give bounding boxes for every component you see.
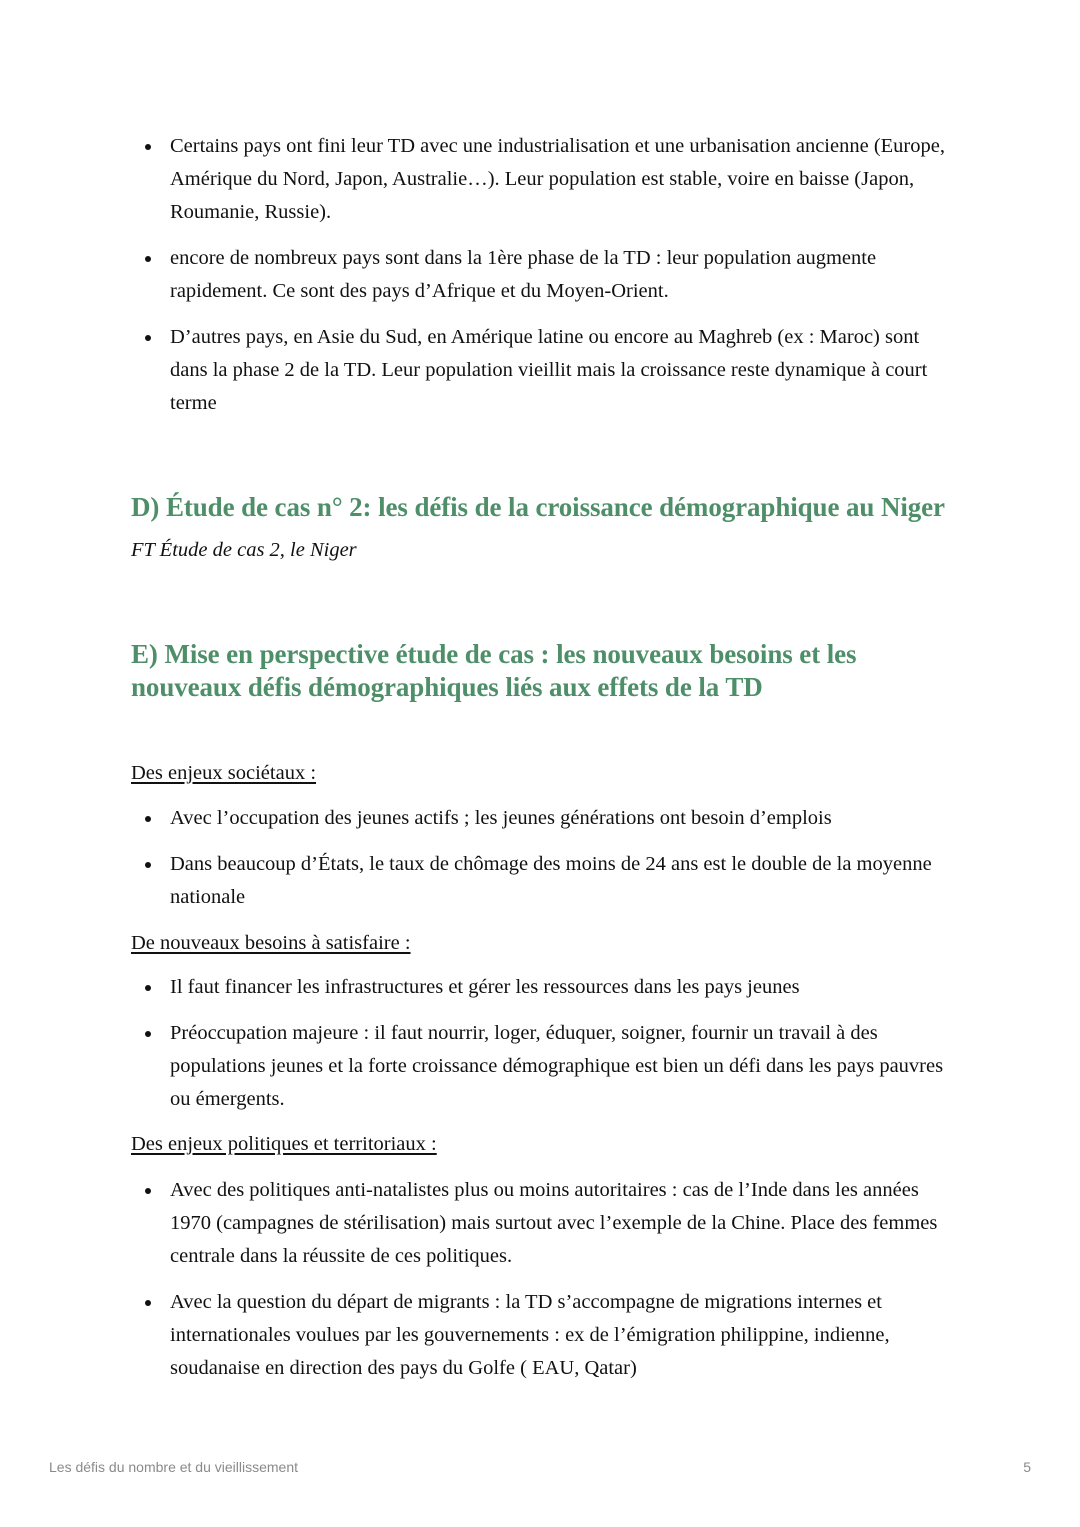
list-item: Avec la question du départ de migrants : la TD s’accompagne de migrations internes et internationales voulues par les gouvernements : ex de l’émigration philippine, indienne, soudanaise en direction des pays du Golfe ( EAU, Qatar) (131, 1286, 961, 1385)
list-item: Dans beaucoup d’États, le taux de chômage des moins de 24 ans est le double de la moyenne nationale (131, 848, 961, 914)
group-heading-political: Des enjeux politiques et territoriaux : (131, 1133, 437, 1155)
intro-bullet-list (131, 130, 961, 433)
needs-bullet-list (131, 971, 961, 1129)
footer-page-number: 5 (1023, 1459, 1031, 1475)
list-item: Certains pays ont fini leur TD avec une industrialisation et une urbanisation ancienne (Europe, Amérique du Nord, Japon, Australie…). Leur population est stable, voire en baisse (Japon, Roumanie, Russie). (131, 130, 961, 229)
section-d-subtitle: FT Étude de cas 2, le Niger (131, 539, 357, 561)
societal-bullet-list (131, 802, 961, 927)
group-heading-societal: Des enjeux sociétaux : (131, 762, 317, 784)
list-item: Avec l’occupation des jeunes actifs ; les jeunes générations ont besoin d’emplois (131, 802, 961, 835)
list-item: encore de nombreux pays sont dans la 1ère phase de la TD : leur population augmente rapidement. Ce sont des pays d’Afrique et du Moyen-Orient. (131, 242, 961, 308)
section-e-title: E) Mise en perspective étude de cas : les nouveaux besoins et les nouveaux défis démographiques liés aux effets de la TD (131, 639, 857, 702)
list-item: Il faut financer les infrastructures et gérer les ressources dans les pays jeunes (131, 971, 961, 1004)
political-bullet-list (131, 1174, 961, 1398)
list-item: Préoccupation majeure : il faut nourrir, loger, éduquer, soigner, fournir un travail à des populations jeunes et la forte croissance démographique est bien un défi dans les pays pauvres ou émergents. (131, 1017, 961, 1116)
section-d-title: D) Étude de cas n° 2: les défis de la croissance démographique au Niger (131, 492, 945, 522)
group-heading-needs: De nouveaux besoins à satisfaire : (131, 932, 411, 954)
footer-document-title: Les défis du nombre et du vieillissement (49, 1459, 299, 1475)
list-item: D’autres pays, en Asie du Sud, en Amérique latine ou encore au Maghreb (ex : Maroc) sont dans la phase 2 de la TD. Leur population vieillit mais la croissance reste dynamique à court terme (131, 321, 961, 420)
list-item: Avec des politiques anti-natalistes plus ou moins autoritaires : cas de l’Inde dans les années 1970 (campagnes de stérilisation) mais surtout avec l’exemple de la Chine. Place des femmes centrale dans la réussite de ces politiques. (131, 1174, 961, 1273)
